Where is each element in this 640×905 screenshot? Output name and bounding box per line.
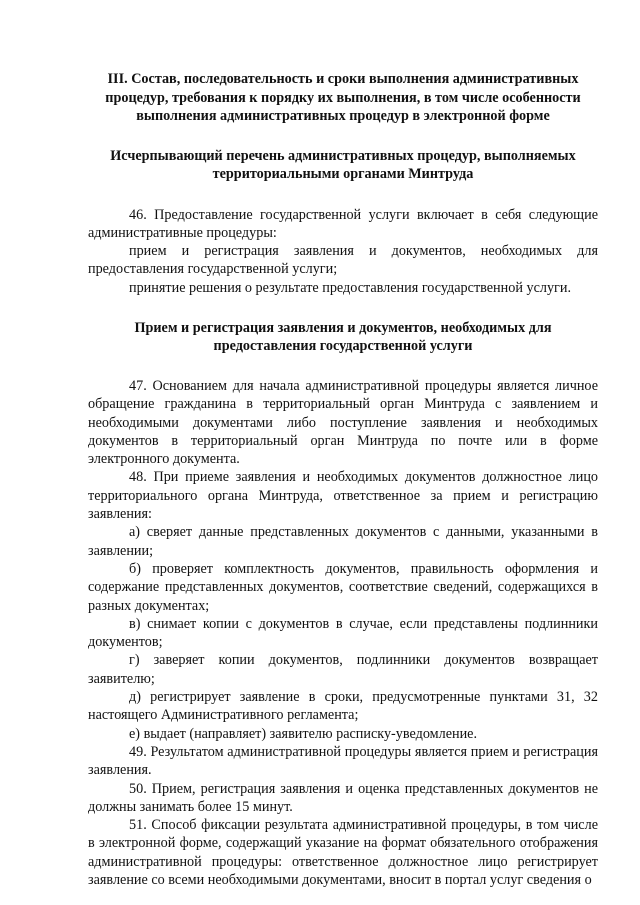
paragraph-46: 46. Предоставление государственной услуги включает в себя следующие административные процедуры: (88, 206, 598, 241)
paragraph-51: 51. Способ фиксации результата административной процедуры, в том числе в электронной форме, содержащий указание на формат обязательного отображения административной процедуры: ответственное должностное лицо регистрирует заявление со всеми необходимыми документами, вносит в портал услуг сведения о (88, 817, 598, 888)
paragraph-47: 47. Основанием для начала административной процедуры является личное обращение гражданина в территориальный орган Минтруда с заявлением и необходимыми документами либо поступление заявления и необходимых документов в территориальный орган Минтруда по почте или в форме электронного документа. (88, 377, 598, 468)
procedure-item-decision: принятие решения о результате предоставления государственной услуги. (129, 279, 571, 296)
list-item-e: е) выдает (направляет) заявителю расписку-уведомление. (129, 725, 478, 742)
procedures-list-block (88, 206, 598, 297)
paragraph-49: 49. Результатом административной процедуры является прием и регистрация заявления. (88, 743, 598, 779)
list-item-a: а) сверяет данные представленных документов с данными, указанными в заявлении; (88, 524, 598, 559)
subheading-procedures-list: Исчерпывающий перечень административных процедур, выполняемых территориальными органами Минтруда (110, 147, 576, 182)
paragraph-48: 48. При приеме заявления и необходимых документов должностное лицо территориального органа Минтруда, ответственное за прием и регистрацию заявления: (88, 469, 598, 523)
document-page (88, 70, 598, 889)
procedure-item-reception: прием и регистрация заявления и документов, необходимых для предоставления государственной услуги; (88, 243, 598, 278)
list-item-d: д) регистрирует заявление в сроки, предусмотренные пунктами 31, 32 настоящего Административного регламента; (88, 689, 598, 724)
list-item-v: в) снимает копии с документов в случае, если представлены подлинники документов; (88, 615, 598, 651)
list-item-b: б) проверяет комплектность документов, правильность оформления и содержание представленных документов, соответствие сведений, содержащихся в разных документах; (88, 560, 598, 614)
section-heading: III. Состав, последовательность и сроки выполнения административных процедур, требования к порядку их выполнения, в том числе особенности выполнения административных процедур в электронной форме (105, 71, 581, 124)
subheading-reception-registration: Прием и регистрация заявления и документов, необходимых для предоставления государственной услуги (134, 319, 552, 355)
reception-registration-block (88, 377, 598, 889)
list-item-g: г) заверяет копии документов, подлинники документов возвращает заявителю; (88, 652, 598, 687)
paragraph-50: 50. Прием, регистрация заявления и оценка представленных документов не должны занимать более 15 минут. (88, 780, 598, 815)
